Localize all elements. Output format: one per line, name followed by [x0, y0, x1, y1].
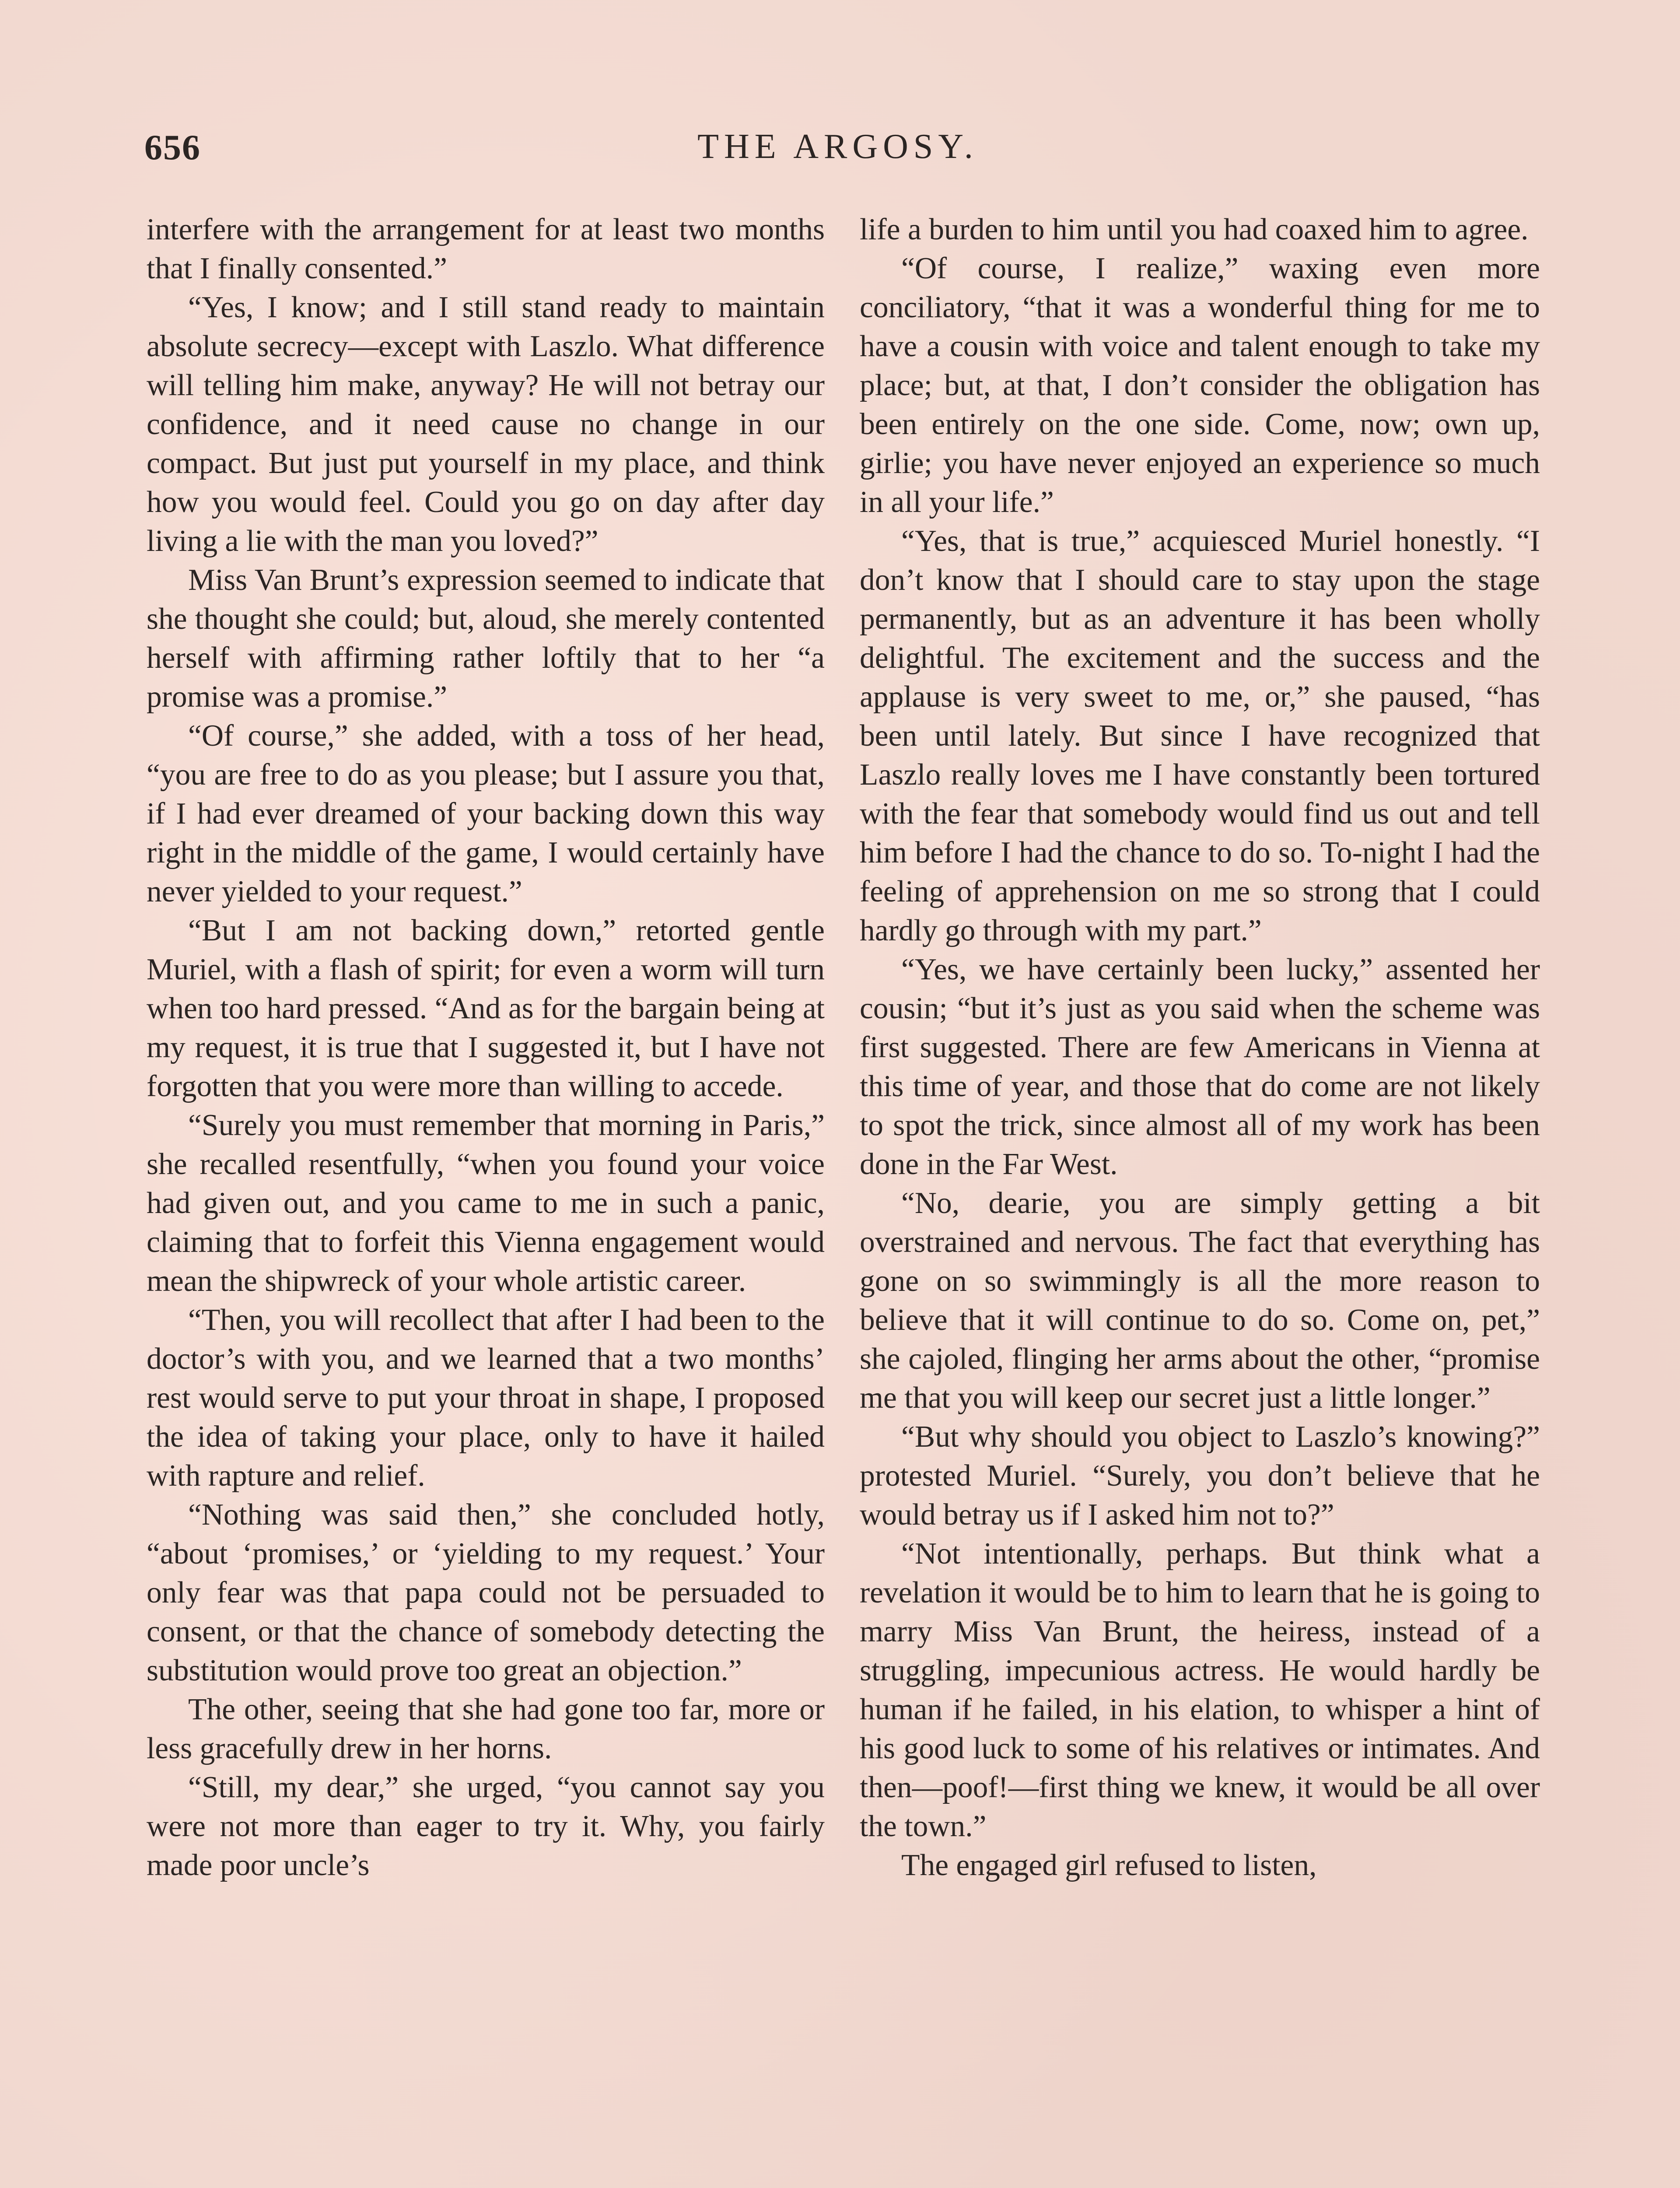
running-head: THE ARGOSY.	[697, 127, 978, 166]
paragraph: “Not intentionally, perhaps. But think what a revelation it would be to him to learn that he is going to marry Miss Van Brunt, the heiress, instead of a struggling, impecunious actress. He would hardly be human if he failed, in his elation, to whisper a hint of his good luck to some of his relatives or intimates. And then—poof!—first thing we knew, it would be all over the town.”	[860, 1537, 1540, 1843]
paragraph: “Of course, I realize,” waxing even more conciliatory, “that it was a wonderful thing for me to have a cousin with voice and talent enough to take my place; but, at that, I don’t consider the obligation has been entirely on the one side. Come, now; own up, girlie; you have never enjoyed an experience so much in all your life.”	[860, 252, 1540, 519]
paragraph: The engaged girl refused to listen,	[901, 1848, 1317, 1882]
left-column	[147, 210, 825, 1885]
paragraph: “No, dearie, you are simply getting a bit overstrained and nervous. The fact that everything has gone on so swimmingly is all the more reason to believe that it will continue to do so. Come on, pet,” she cajoled, flinging her arms about the other, “promise me that you will keep our secret just a little longer.”	[860, 1186, 1540, 1415]
paragraph: “Surely you must remember that morning in Paris,” she recalled resentfully, “when you found your voice had given out, and you came to me in such a panic, claiming that to forfeit this Vienna engagement would mean the shipwreck of your whole artistic career.	[147, 1108, 825, 1298]
paragraph: “Yes, that is true,” acquiesced Muriel honestly. “I don’t know that I should care to stay upon the stage permanently, but as an adventure it has been wholly delightful. The excitement and the success and the applause is very sweet to me, or,” she paused, “has been until lately. But since I have recognized that Laszlo really loves me I have constantly been tortured with the fear that somebody would find us out and tell him before I had the chance to do so. To-night I had the feeling of apprehension on me so strong that I could hardly go through with my part.”	[860, 524, 1540, 947]
paragraph: “Yes, we have certainly been lucky,” assented her cousin; “but it’s just as you said when the scheme was first suggested. There are few Americans in Vienna at this time of year, and those that do come are not likely to spot the trick, since almost all of my work has been done in the Far West.	[860, 953, 1540, 1181]
paragraph: interfere with the arrangement for at least two months that I finally consented.”	[147, 213, 825, 285]
page-header	[144, 127, 1531, 179]
paragraph: The other, seeing that she had gone too far, more or less gracefully drew in her horns.	[147, 1693, 825, 1765]
paragraph: “Yes, I know; and I still stand ready to maintain absolute secrecy—except with Laszlo. What difference will telling him make, anyway? He will not betray our confidence, and it need cause no change in our compact. But just put yourself in my place, and think how you would feel. Could you go on day after day living a lie with the man you loved?”	[147, 291, 825, 558]
paragraph: Miss Van Brunt’s expression seemed to indicate that she thought she could; but, aloud, she merely contented herself with affirming rather loftily that to her “a promise was a promise.”	[147, 563, 825, 714]
paragraph: life a burden to him until you had coaxed him to agree.	[860, 213, 1529, 246]
paragraph: “Still, my dear,” she urged, “you cannot say you were not more than eager to try it. Why, you fairly made poor uncle’s	[147, 1771, 825, 1882]
paragraph: “Nothing was said then,” she concluded hotly, “about ‘promises,’ or ‘yielding to my request.’ Your only fear was that papa could not be persuaded to consent, or that the chance of somebody detecting the substitution would prove too great an objection.”	[147, 1498, 825, 1687]
paragraph: “But why should you object to Laszlo’s knowing?” protested Muriel. “Surely, you don’t believe that he would betray us if I asked him not to?”	[860, 1420, 1540, 1532]
page-number: 656	[144, 127, 201, 167]
right-column	[860, 210, 1540, 1885]
paragraph: “But I am not backing down,” retorted gentle Muriel, with a flash of spirit; for even a worm will turn when too hard pressed. “And as for the bargain being at my request, it is true that I suggested it, but I have not forgotten that you were more than willing to accede.	[147, 914, 825, 1103]
paragraph: “Then, you will recollect that after I had been to the doctor’s with you, and we learned that a two months’ rest would serve to put your throat in shape, I proposed the idea of taking your place, only to have it hailed with rapture and relief.	[147, 1303, 825, 1493]
paragraph: “Of course,” she added, with a toss of her head, “you are free to do as you please; but I assure you that, if I had ever dreamed of your backing down this way right in the middle of the game, I would certainly have never yielded to your request.”	[147, 719, 825, 908]
